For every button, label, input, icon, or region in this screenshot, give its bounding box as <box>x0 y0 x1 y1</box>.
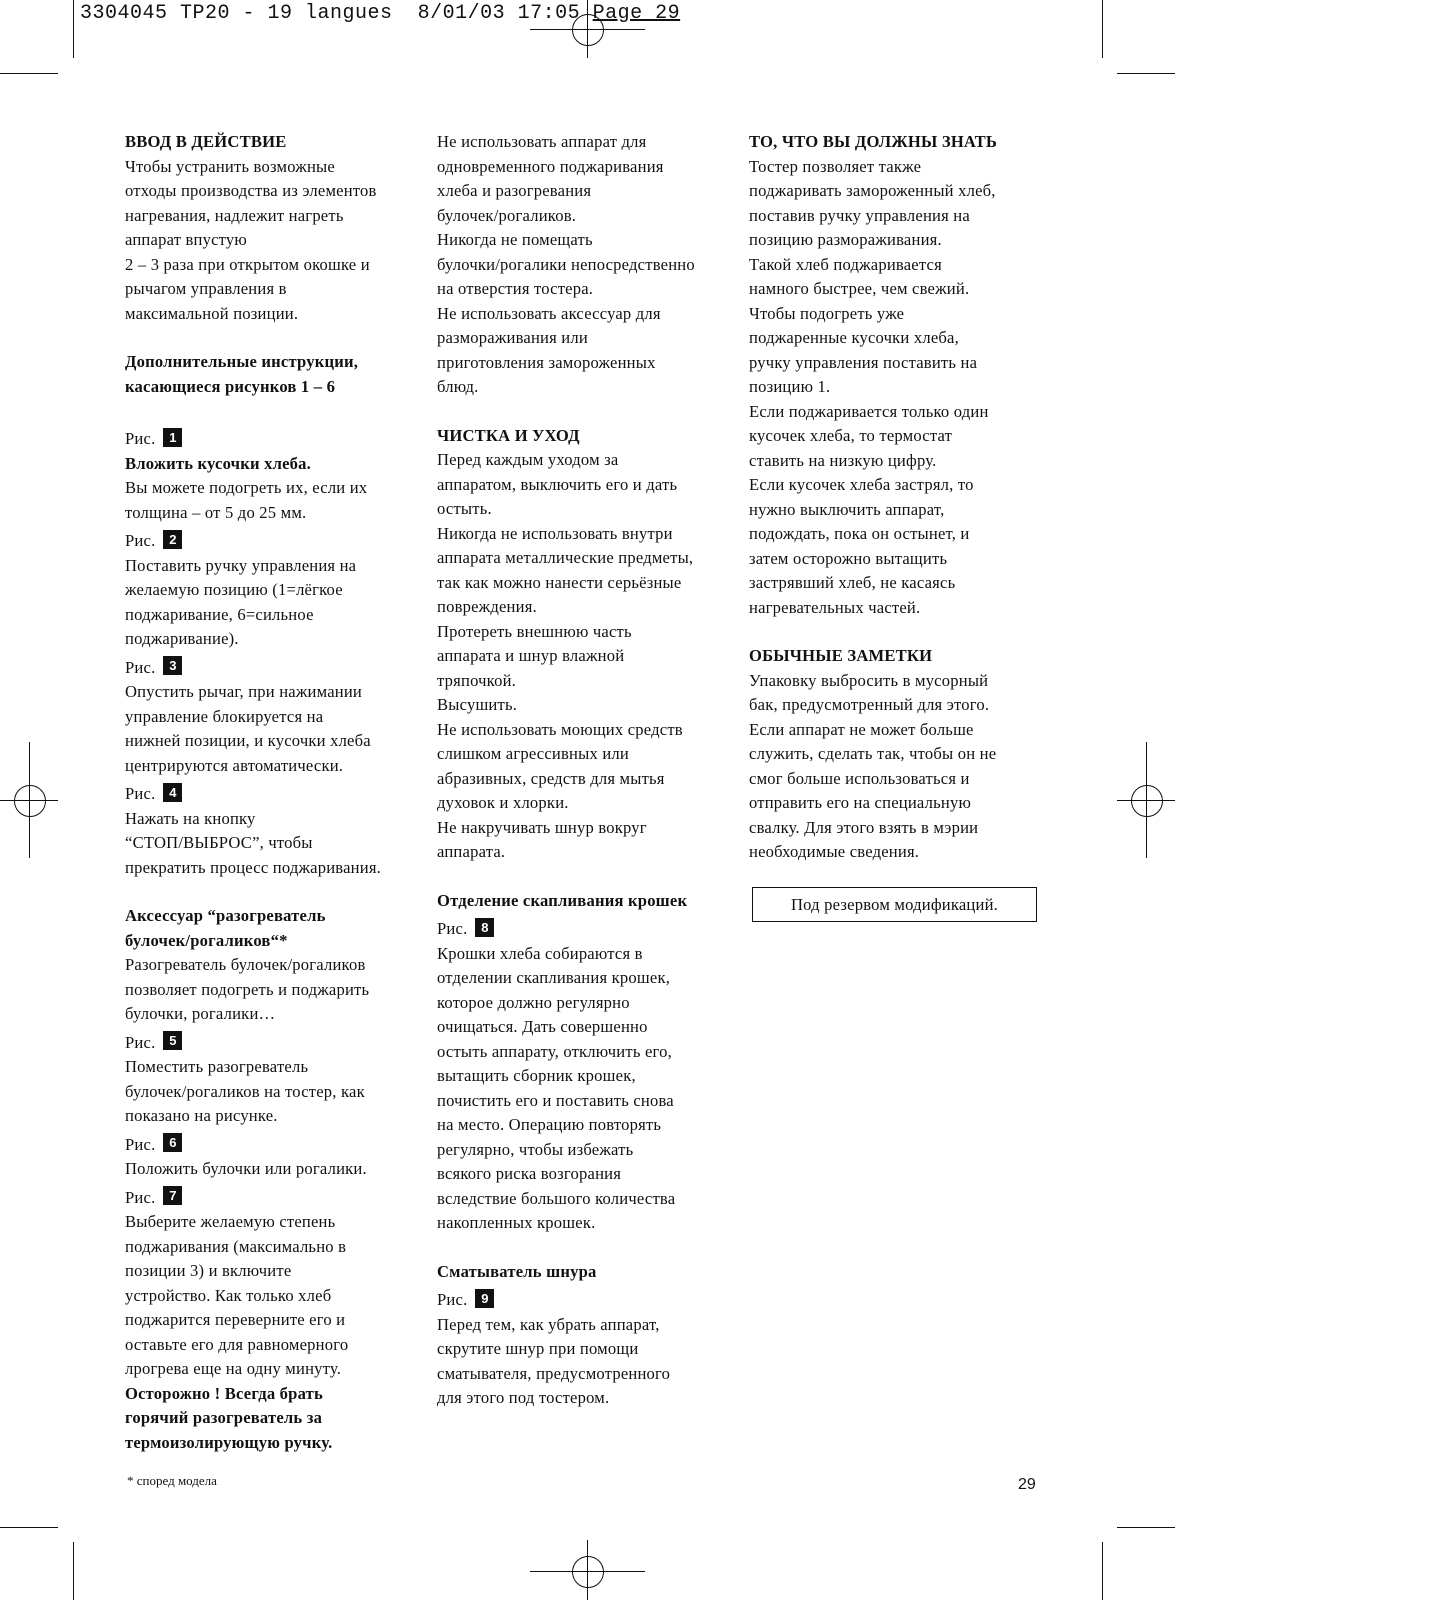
crop-mark-bl-v <box>73 1542 74 1600</box>
column-2 <box>437 130 737 1411</box>
notes-line: свалку. Для этого взять в мэрии <box>749 817 979 837</box>
fig3-line: управление блокируется на <box>125 706 324 726</box>
fig-label: Рис. <box>125 429 156 448</box>
fig-label: Рис. <box>125 1134 156 1154</box>
fig8-line: остыть аппарату, отключить его, <box>437 1041 672 1061</box>
crop-mark-bl-h <box>0 1527 58 1528</box>
know-line: поставив ручку управления на <box>749 205 970 225</box>
know-line: подождать, пока он остынет, и <box>749 524 970 543</box>
slug-date: 8/01/03 17:05 <box>417 2 581 25</box>
heading-must-know: ТО, ЧТО ВЫ ДОЛЖНЫ ЗНАТЬ <box>749 132 998 151</box>
reg-mark-left-circle <box>14 785 46 817</box>
care-line: тряпочкой. <box>437 670 517 690</box>
fig-label: Рис. <box>125 1032 156 1052</box>
fig3-line: Опустить рычаг, при нажимании <box>125 682 363 701</box>
column-1 <box>125 130 425 1455</box>
care-line: так как можно нанести серьёзные <box>437 572 682 592</box>
know-line: позицию 1. <box>749 377 831 396</box>
know-line: Такой хлеб поджаривается <box>749 254 942 274</box>
care-line: абразивных, средств для мытья <box>437 768 665 788</box>
fig8-line: Крошки хлеба собираются в <box>437 943 643 963</box>
care-line: аппарата металлические предметы, <box>437 548 694 567</box>
usage-line: Не использовать аппарат для <box>437 132 647 151</box>
fig2-line: поджаривание, 6=сильное <box>125 604 314 624</box>
fig8-line: которое должно регулярно <box>437 992 630 1012</box>
know-line: намного быстрее, чем свежий. <box>749 279 970 298</box>
fig8-line: очищаться. Дать совершенно <box>437 1017 648 1036</box>
notes-line: Упаковку выбросить в мусорный <box>749 670 989 690</box>
fig8-line: всякого риска возгорания <box>437 1164 622 1183</box>
care-line: Перед каждым уходом за <box>437 450 619 469</box>
fig1-line: Вы можете подогреть их, если их <box>125 478 368 497</box>
modification-notice-box: Под резервом модификаций. <box>752 887 1037 922</box>
fig8-line: накопленных крошек. <box>437 1213 596 1232</box>
accessory-line: Разогреватель булочек/рогаликов <box>125 955 366 974</box>
fig8-line: вследствие большого количества <box>437 1188 676 1208</box>
fig6-line: Положить булочки или рогалики. <box>125 1159 367 1178</box>
fig-number-badge: 2 <box>163 530 182 549</box>
fig-ref-8 <box>437 917 737 942</box>
fig8-line: регулярно, чтобы избежать <box>437 1139 634 1159</box>
notes-line: смог больше использоваться и <box>749 768 970 788</box>
heading-cord-winder: Сматыватель шнура <box>437 1261 597 1281</box>
slug-doc-id: 3304045 TP20 - 19 langues <box>80 2 393 25</box>
usage-line: на отверстия тостера. <box>437 279 594 298</box>
fig3-line: нижней позиции, и кусочки хлеба <box>125 731 371 750</box>
fig-ref-4 <box>125 782 425 807</box>
fig2-line: желаемую позицию (1=лёгкое <box>125 580 343 599</box>
usage-line: хлеба и разогревания <box>437 181 592 200</box>
know-line: затем осторожно вытащить <box>749 548 948 568</box>
crop-mark-br-h <box>1117 1527 1175 1528</box>
know-line: ручку управления поставить на <box>749 352 978 372</box>
accessory-line: булочки, рогалики… <box>125 1004 276 1023</box>
page-number: 29 <box>1018 1476 1036 1493</box>
know-line: Тостер позволяет также <box>749 156 922 176</box>
fig8-line: вытащить сборник крошек, <box>437 1066 636 1085</box>
fig-ref-7 <box>125 1186 425 1211</box>
intro-line: рычагом управления в <box>125 279 287 298</box>
crop-mark-tl-h <box>0 73 58 74</box>
fig-ref-2 <box>125 529 425 554</box>
heading-intro: ВВОД В ДЕЙСТВИЕ <box>125 132 287 151</box>
know-line: застрявший хлеб, не касаясь <box>749 573 956 592</box>
fig8-line: почистить его и поставить снова <box>437 1090 674 1110</box>
fig-ref-5 <box>125 1031 425 1056</box>
know-line: Чтобы подогреть уже <box>749 303 905 323</box>
heading-general-notes: ОБЫЧНЫЕ ЗАМЕТКИ <box>749 646 933 665</box>
fig-number-badge: 5 <box>163 1031 182 1050</box>
crop-mark-br-v <box>1102 1542 1103 1600</box>
heading-accessory: булочек/рогаликов“* <box>125 930 288 950</box>
notes-line: необходимые сведения. <box>749 842 920 861</box>
fig-ref-3 <box>125 656 425 681</box>
fig5-line: Поместить разогреватель <box>125 1057 309 1076</box>
notes-line: отправить его на специальную <box>749 793 972 812</box>
usage-line: одновременного поджаривания <box>437 156 664 176</box>
fig-number-badge: 8 <box>475 918 494 937</box>
intro-line: Чтобы устранить возможные <box>125 156 335 176</box>
fig-label: Рис. <box>437 919 468 938</box>
fig-label: Рис. <box>125 1187 156 1207</box>
fig-number-badge: 3 <box>163 656 182 675</box>
fig9-line: для этого под тостером. <box>437 1388 610 1407</box>
care-line: остыть. <box>437 499 492 518</box>
care-line: повреждения. <box>437 597 537 616</box>
know-line: нагревательных частей. <box>749 597 921 617</box>
care-line: Не накручивать шнур вокруг <box>437 817 647 837</box>
fig-ref-6 <box>125 1133 425 1158</box>
notes-line: Если аппарат не может больше <box>749 719 974 739</box>
heading-care: ЧИСТКА И УХОД <box>437 425 580 445</box>
reg-mark-bottom-circle <box>572 1556 604 1588</box>
fig-number-badge: 6 <box>163 1133 182 1152</box>
usage-line: блюд. <box>437 377 479 396</box>
reg-mark-right-circle <box>1131 785 1163 817</box>
fig7-line: устройство. Как только хлеб <box>125 1285 332 1305</box>
know-line: поджаривать замороженный хлеб, <box>749 181 996 200</box>
fig-number-badge: 7 <box>163 1186 182 1205</box>
usage-line: Никогда не помещать <box>437 230 593 249</box>
fig-label: Рис. <box>125 784 156 803</box>
care-line: слишком агрессивных или <box>437 744 629 763</box>
fig1-bold-line: Вложить кусочки хлеба. <box>125 453 312 473</box>
intro-line: аппарат впустую <box>125 230 248 249</box>
know-line: нужно выключить аппарат, <box>749 499 945 519</box>
care-line: аппарата. <box>437 842 506 861</box>
fig-ref-9 <box>437 1288 737 1313</box>
care-line: Не использовать моющих средств <box>437 719 683 739</box>
usage-line: приготовления замороженных <box>437 352 656 372</box>
fig4-line: Нажать на кнопку <box>125 808 256 828</box>
fig9-line: сматывателя, предусмотренного <box>437 1363 671 1383</box>
heading-accessory: Аксессуар “разогреватель <box>125 906 326 925</box>
footnote: * според модела <box>127 1473 217 1488</box>
care-line: аппарата и шнур влажной <box>437 646 625 665</box>
heading-extra-instructions: Дополнительные инструкции, <box>125 352 359 371</box>
know-line: кусочек хлеба, то термостат <box>749 426 953 445</box>
warning-line: Осторожно ! Всегда брать <box>125 1383 323 1403</box>
fig-number-badge: 1 <box>163 428 182 447</box>
know-line: поджаренные кусочки хлеба, <box>749 328 959 347</box>
reg-mark-top-circle <box>572 14 604 46</box>
know-line: ставить на низкую цифру. <box>749 450 937 470</box>
usage-line: булочки/рогалики непосредственно <box>437 254 695 274</box>
fig4-line: “СТОП/ВЫБРОС”, чтобы <box>125 833 313 852</box>
know-line: позицию размораживания. <box>749 230 942 249</box>
fig-ref-1 <box>125 427 425 452</box>
fig5-line: булочек/рогаликов на тостер, как <box>125 1081 365 1101</box>
fig4-line: прекратить процесс поджаривания. <box>125 857 382 877</box>
intro-line: нагревания, надлежит нагреть <box>125 205 344 225</box>
heading-crumb-tray: Отделение скапливания крошек <box>437 890 688 910</box>
fig-number-badge: 9 <box>475 1289 494 1308</box>
fig-number-badge: 4 <box>163 783 182 802</box>
know-line: Если поджаривается только один <box>749 401 989 421</box>
warning-line: термоизолирующую ручку. <box>125 1432 333 1452</box>
care-line: Высушить. <box>437 695 518 714</box>
know-line: Если кусочек хлеба застрял, то <box>749 475 974 494</box>
fig7-line: лрогрева еще на одну минуту. <box>125 1359 342 1378</box>
notes-line: служить, сделать так, чтобы он не <box>749 744 997 763</box>
usage-line: Не использовать аксессуар для <box>437 303 661 323</box>
notes-line: бак, предусмотренный для этого. <box>749 695 990 714</box>
fig2-line: Поставить ручку управления на <box>125 555 357 575</box>
care-line: Никогда не использовать внутри <box>437 523 673 543</box>
fig7-line: оставьте его для равномерного <box>125 1334 349 1354</box>
intro-line: 2 – 3 раза при открытом окошке и <box>125 254 370 274</box>
intro-line: максимальной позиции. <box>125 303 299 323</box>
fig8-line: на место. Операцию повторять <box>437 1115 662 1134</box>
fig-label: Рис. <box>125 531 156 550</box>
fig7-line: поджарится переверните его и <box>125 1310 346 1329</box>
care-line: Протереть внешнюю часть <box>437 621 632 641</box>
column-3 <box>749 130 1049 922</box>
fig9-line: скрутите шнур при помощи <box>437 1339 639 1358</box>
intro-line: отходы производства из элементов <box>125 181 377 200</box>
usage-line: размораживания или <box>437 328 588 347</box>
fig2-line: поджаривание). <box>125 629 239 648</box>
accessory-line: позволяет подогреть и поджарить <box>125 979 370 999</box>
fig5-line: показано на рисунке. <box>125 1106 278 1125</box>
fig8-line: отделении скапливания крошек, <box>437 968 671 987</box>
care-line: аппаратом, выключить его и дать <box>437 474 678 494</box>
usage-line: булочек/рогаликов. <box>437 205 577 225</box>
crop-mark-tr-v <box>1102 0 1103 58</box>
fig-label: Рис. <box>437 1290 468 1309</box>
fig7-line: Выберите желаемую степень <box>125 1212 336 1231</box>
fig-label: Рис. <box>125 657 156 677</box>
fig7-line: позиции 3) и включите <box>125 1261 292 1280</box>
care-line: духовок и хлорки. <box>437 793 569 812</box>
crop-mark-tl-v <box>73 0 74 58</box>
fig3-line: центрируются автоматически. <box>125 755 344 775</box>
crop-mark-tr-h <box>1117 73 1175 74</box>
fig1-line: толщина – от 5 до 25 мм. <box>125 502 307 522</box>
heading-extra-instructions: касающиеся рисунков 1 – 6 <box>125 376 336 396</box>
warning-line: горячий разогреватель за <box>125 1408 323 1427</box>
fig7-line: поджаривания (максимально в <box>125 1236 347 1256</box>
fig9-line: Перед тем, как убрать аппарат, <box>437 1314 660 1334</box>
slug-page-label: Page 29 <box>592 2 681 25</box>
